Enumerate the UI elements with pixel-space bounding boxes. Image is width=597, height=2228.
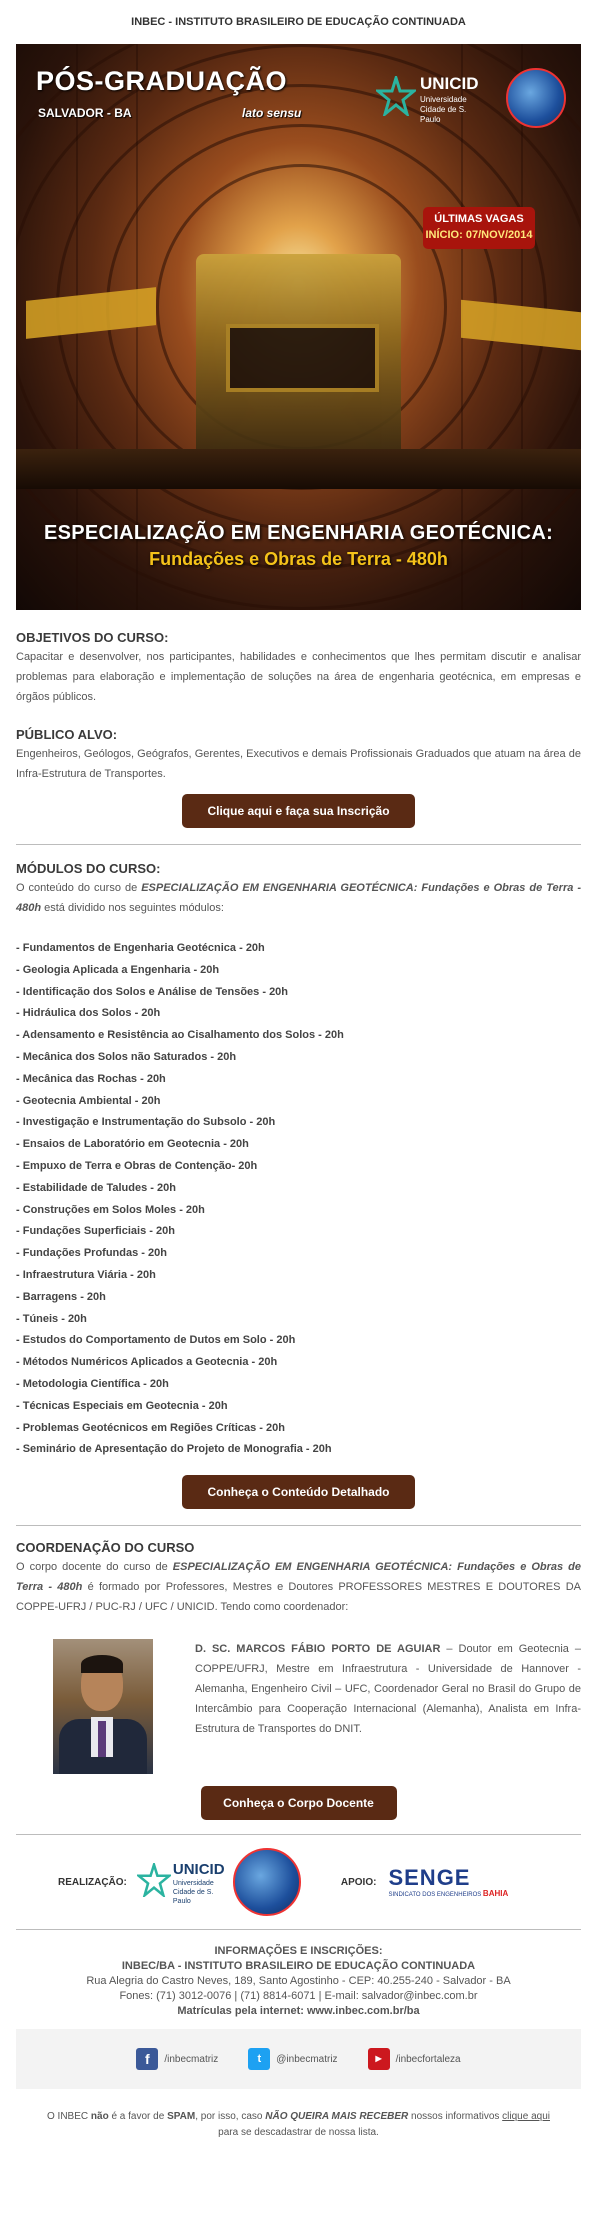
footer-p8: para se descadastrar de nossa lista.: [218, 2127, 379, 2139]
unicid-partner-sub: [173, 1879, 223, 1906]
unicid-line1: Universidade: [420, 95, 467, 104]
info-title: INFORMAÇÕES E INSCRIÇÕES:: [214, 1945, 383, 1958]
module-item: - Adensamento e Resistência ao Cisalhamento dos Solos - 20h: [16, 1029, 344, 1042]
unicid-line2: Cidade de S. Paulo: [420, 105, 467, 124]
coordinator-block: [16, 1639, 581, 1774]
hero-course-band: [16, 522, 581, 600]
modulos-intro-course: ESPECIALIZAÇÃO EM ENGENHARIA GEOTÉCNICA: Fundações e Obras de Terra - 480h: [16, 882, 582, 914]
module-item: - Ensaios de Laboratório em Geotecnia - 20h: [16, 1138, 249, 1151]
coordenacao-title: COORDENAÇÃO DO CURSO: [16, 1540, 195, 1556]
vagas-line2: INÍCIO: 07/NOV/2014: [425, 229, 533, 241]
unsubscribe-link[interactable]: clique aqui: [502, 2111, 550, 2123]
module-item: - Fundações Profundas - 20h: [16, 1247, 167, 1260]
info-org: INBEC/BA - INSTITUTO BRASILEIRO DE EDUCAÇÃO CONTINUADA: [121, 1960, 476, 1973]
twitter-icon: t: [248, 2048, 270, 2070]
modulos-title: MÓDULOS DO CURSO:: [16, 861, 161, 876]
corpo-docente-button[interactable]: Conheça o Corpo Docente: [201, 1786, 397, 1820]
hero-course-line1: ESPECIALIZAÇÃO EM ENGENHARIA GEOTÉCNICA:: [43, 522, 554, 544]
footer-p6: NÃO QUEIRA MAIS RECEBER: [265, 2111, 409, 2123]
youtube-label: /inbecfortaleza: [395, 2053, 461, 2065]
modulos-section: [16, 861, 581, 1461]
info-web: Matrículas pela internet: www.inbec.com.br/ba: [177, 2005, 420, 2018]
publico-section: [16, 727, 581, 784]
module-item: - Estudos do Comportamento de Dutos em Solo - 20h: [16, 1334, 296, 1347]
publico-title: PÚBLICO ALVO:: [16, 727, 118, 742]
hero-subtitle: lato sensu: [242, 106, 302, 120]
header-title: INBEC - INSTITUTO BRASILEIRO DE EDUCAÇÃO CONTINUADA: [131, 16, 466, 28]
module-item: - Geologia Aplicada a Engenharia - 20h: [16, 963, 220, 976]
module-item: - Métodos Numéricos Aplicados a Geotecnia - 20h: [16, 1356, 278, 1369]
twitter-link[interactable]: [248, 2048, 337, 2070]
coordenacao-intro-after: é formado por Professores, Mestres e Doutores PROFESSORES MESTRES E DOUTORES DA COPPE-UFRJ / PUC-RJ / UFC / UNICID. Tendo como coordenador:: [16, 1581, 581, 1614]
module-item: - Hidráulica dos Solos - 20h: [16, 1007, 161, 1020]
modulos-intro-before: O conteúdo do curso de: [16, 882, 142, 894]
tunnel-machine-image: [196, 254, 401, 454]
objetivos-section: [16, 630, 581, 707]
module-item: - Estabilidade de Taludes - 20h: [16, 1181, 176, 1194]
info-phones: Fones: (71) 3012-0076 | (71) 8814-6071 | E-mail: salvador@inbec.com.br: [119, 1990, 478, 2003]
coordinator-bio: [195, 1639, 581, 1774]
footer-p1: O INBEC: [47, 2111, 91, 2123]
facebook-link[interactable]: [136, 2048, 218, 2070]
modulos-list: [16, 938, 581, 1461]
hero-course-line2: Fundações e Obras de Terra - 480h: [149, 549, 448, 569]
facebook-label: /inbecmatriz: [164, 2053, 219, 2065]
footer-p5: , por isso, caso: [195, 2111, 266, 2123]
unicid-star-icon: [376, 76, 416, 116]
module-item: - Barragens - 20h: [16, 1290, 106, 1303]
inbec-globe-logo: [506, 68, 566, 128]
coordenacao-section: [16, 1540, 581, 1820]
module-item: - Identificação dos Solos e Análise de Tensões - 20h: [16, 985, 289, 998]
module-item: - Túneis - 20h: [16, 1312, 87, 1325]
modulos-intro-after: está dividido nos seguintes módulos:: [41, 902, 224, 914]
senge-name: SENGE: [388, 1864, 471, 1890]
senge-sub: [388, 1889, 508, 1898]
hero-title: PÓS-GRADUAÇÃO: [36, 66, 288, 96]
coordenacao-intro-before: O corpo docente do curso de: [16, 1561, 173, 1574]
coordinator-photo: [53, 1639, 153, 1774]
module-item: - Geotecnia Ambiental - 20h: [16, 1094, 161, 1107]
module-item: - Investigação e Instrumentação do Subsolo - 20h: [16, 1116, 276, 1129]
hero-banner: [16, 44, 581, 610]
senge-sub-text: SINDICATO DOS ENGENHEIROS: [388, 1891, 482, 1898]
partners-row: [16, 1835, 581, 1929]
footer-p2: não: [90, 2111, 109, 2123]
youtube-icon: ▶: [368, 2048, 390, 2070]
facebook-icon: f: [136, 2048, 158, 2070]
objetivos-text: Capacitar e desenvolver, nos participantes, habilidades e conhecimentos que lhes permitam discutir e analisar problemas para elaboração e implementação de soluções na área de engenharia geotécnica, em empresas e órgãos públicos.: [16, 651, 581, 703]
vagas-line1: ÚLTIMAS VAGAS: [434, 213, 524, 225]
inscricao-button[interactable]: Clique aqui e faça sua Inscrição: [182, 794, 415, 828]
coordinator-name: D. SC. MARCOS FÁBIO PORTO DE AGUIAR: [195, 1643, 441, 1656]
senge-logo: [388, 1864, 509, 1898]
coordinator-bio-text: – Doutor em Geotecnia – COPPE/UFRJ, Mestre em Infraestrutura - Universidade de Hannover - Alemanha, Engenheiro Civil – UFC, Coordenador Geral no Brasil do Grupo de Intercâmbio para Cooperação Internacional (Alemanha), Analista em Infra-Estrutura de Transportes do DNIT.: [195, 1643, 581, 1736]
footer-text: [16, 2109, 581, 2141]
module-item: - Problemas Geotécnicos em Regiões Críticas - 20h: [16, 1421, 285, 1434]
module-item: - Técnicas Especiais em Geotecnia - 20h: [16, 1399, 228, 1412]
unicid-name: UNICID: [420, 74, 479, 93]
unicid-subtitle: [420, 95, 486, 125]
twitter-label: @inbecmatriz: [276, 2053, 338, 2065]
unicid-partner-line1: Universidade: [172, 1880, 214, 1888]
module-item: - Fundamentos de Engenharia Geotécnica - 20h: [16, 942, 265, 954]
apoio-label: APOIO:: [340, 1876, 377, 1888]
unicid-star-icon: [137, 1863, 171, 1897]
info-section: [16, 1944, 581, 2019]
senge-state: BAHIA: [482, 1888, 509, 1898]
youtube-link[interactable]: [368, 2048, 461, 2070]
module-item: - Infraestrutura Viária - 20h: [16, 1268, 156, 1281]
publico-text: Engenheiros, Geólogos, Geógrafos, Gerentes, Executivos e demais Profissionais Graduados que atuam na área de Infra-Estrutura de Transportes.: [16, 748, 581, 780]
module-item: - Fundações Superficiais - 20h: [16, 1225, 175, 1238]
divider: [16, 844, 581, 845]
unicid-partner-name: UNICID: [172, 1861, 225, 1879]
unicid-logo: [376, 74, 486, 124]
conteudo-detalhado-button[interactable]: Conheça o Conteúdo Detalhado: [182, 1475, 415, 1509]
module-item: - Mecânica das Rochas - 20h: [16, 1072, 166, 1085]
module-item: - Metodologia Científica - 20h: [16, 1377, 169, 1390]
footer-p4: SPAM: [167, 2111, 196, 2123]
hero-city: SALVADOR - BA: [38, 106, 132, 120]
module-item: - Mecânica dos Solos não Saturados - 20h: [16, 1050, 237, 1063]
divider: [16, 1525, 581, 1526]
realizacao-label: REALIZAÇÃO:: [58, 1876, 127, 1888]
coordenacao-intro-course: ESPECIALIZAÇÃO EM ENGENHARIA GEOTÉCNICA: Fundações e Obras de Terra - 480h: [16, 1561, 581, 1594]
module-item: - Construções em Solos Moles - 20h: [16, 1203, 205, 1216]
unicid-partner-line2: Cidade de S. Paulo: [172, 1889, 214, 1906]
email-container: [16, 0, 581, 2141]
hero-logos: [376, 66, 566, 128]
footer-p7: nossos informativos: [408, 2111, 503, 2123]
coordenacao-intro: [16, 1557, 581, 1617]
module-item: - Empuxo de Terra e Obras de Contenção- 20h: [16, 1159, 258, 1172]
unicid-partner-logo: [137, 1859, 223, 1905]
objetivos-title: OBJETIVOS DO CURSO:: [16, 630, 169, 645]
divider: [16, 1929, 581, 1930]
ultimas-vagas-badge: [423, 207, 535, 249]
social-bar: [16, 2029, 581, 2089]
tunnel-deck: [16, 449, 581, 489]
module-item: - Seminário de Apresentação do Projeto de Monografia - 20h: [16, 1443, 332, 1456]
footer-p3: é a favor de: [108, 2111, 168, 2123]
inbec-partner-logo: [233, 1848, 301, 1916]
modulos-intro: [16, 878, 581, 918]
info-address: Rua Alegria do Castro Neves, 189, Santo Agostinho - CEP: 40.255-240 - Salvador - BA: [86, 1975, 511, 1988]
